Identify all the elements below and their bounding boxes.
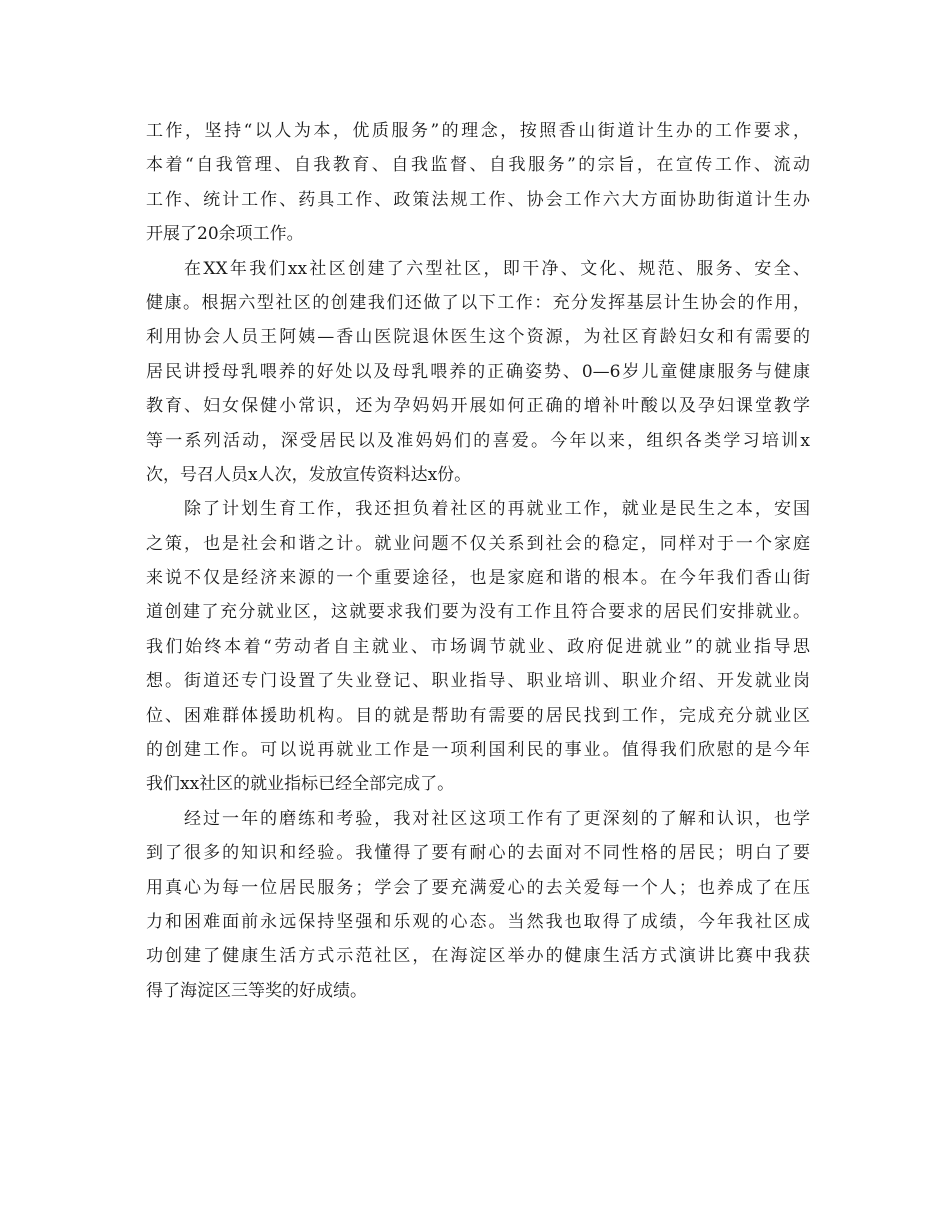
text-line: 教育、妇女保健小常识，还为孕妈妈开展如何正确的增补叶酸以及孕妇课堂教学 [146, 396, 810, 417]
text-line: 本着“自我管理、自我教育、自我监督、自我服务”的宗旨，在宣传工作、流动 [146, 155, 810, 176]
text-line: 位、困难群体援助机构。目的就是帮助有需要的居民找到工作，完成充分就业区 [146, 705, 810, 726]
text-line: 工作、统计工作、药具工作、政策法规工作、协会工作六大方面协助街道计生办 [146, 189, 810, 210]
paragraph-first-line: 除了计划生育工作，我还担负着社区的再就业工作，就业是民生之本，安国 [184, 499, 810, 520]
text-line: 的创建工作。可以说再就业工作是一项利国利民的事业。值得我们欣慰的是今年 [146, 740, 810, 761]
text-line: 利用协会人员王阿姨—香山医院退休医生这个资源，为社区育龄妇女和有需要的 [146, 327, 810, 348]
paragraph-first-line: 经过一年的磨练和考验，我对社区这项工作有了更深刻的了解和认识，也学 [184, 808, 810, 829]
text-line: 功创建了健康生活方式示范社区，在海淀区举办的健康生活方式演讲比赛中我获 [146, 946, 810, 967]
text-line: 道创建了充分就业区，这就要求我们要为没有工作且符合要求的居民们安排就业。 [146, 602, 810, 623]
text-line: 用真心为每一位居民服务；学会了要充满爱心的去关爱每一个人；也养成了在压 [146, 877, 810, 898]
text-line: 想。街道还专门设置了失业登记、职业指导、职业培训、职业介绍、开发就业岗 [146, 671, 810, 692]
text-line: 力和困难面前永远保持坚强和乐观的心态。当然我也取得了成绩，今年我社区成 [146, 911, 810, 932]
text-line: 我们xx社区的就业指标已经全部完成了。 [146, 774, 455, 795]
text-line: 我们始终本着“劳动者自主就业、市场调节就业、政府促进就业”的就业指导思 [146, 636, 810, 657]
text-line: 次，号召人员x人次，发放宣传资料达x份。 [146, 464, 472, 485]
text-line: 得了海淀区三等奖的好成绩。 [146, 980, 367, 1001]
text-line: 健康。根据六型社区的创建我们还做了以下工作：充分发挥基层计生协会的作用， [146, 292, 810, 313]
text-line: 开展了20余项工作。 [146, 224, 304, 245]
text-line: 等一系列活动，深受居民以及准妈妈们的喜爱。今年以来，组织各类学习培训x [146, 430, 810, 451]
paragraph-first-line: 在XX年我们xx社区创建了六型社区，即干净、文化、规范、服务、安全、 [184, 258, 810, 279]
text-line: 到了很多的知识和经验。我懂得了要有耐心的去面对不同性格的居民；明白了要 [146, 843, 810, 864]
document-body [146, 114, 810, 1008]
text-line: 工作，坚持“以人为本，优质服务”的理念，按照香山街道计生办的工作要求， [146, 121, 810, 141]
text-line: 之策，也是社会和谐之计。就业问题不仅关系到社会的稳定，同样对于一个家庭 [146, 533, 810, 554]
text-line: 居民讲授母乳喂养的好处以及母乳喂养的正确姿势、0—6岁儿童健康服务与健康 [146, 361, 810, 382]
text-line: 来说不仅是经济来源的一个重要途径，也是家庭和谐的根本。在今年我们香山街 [146, 568, 810, 589]
